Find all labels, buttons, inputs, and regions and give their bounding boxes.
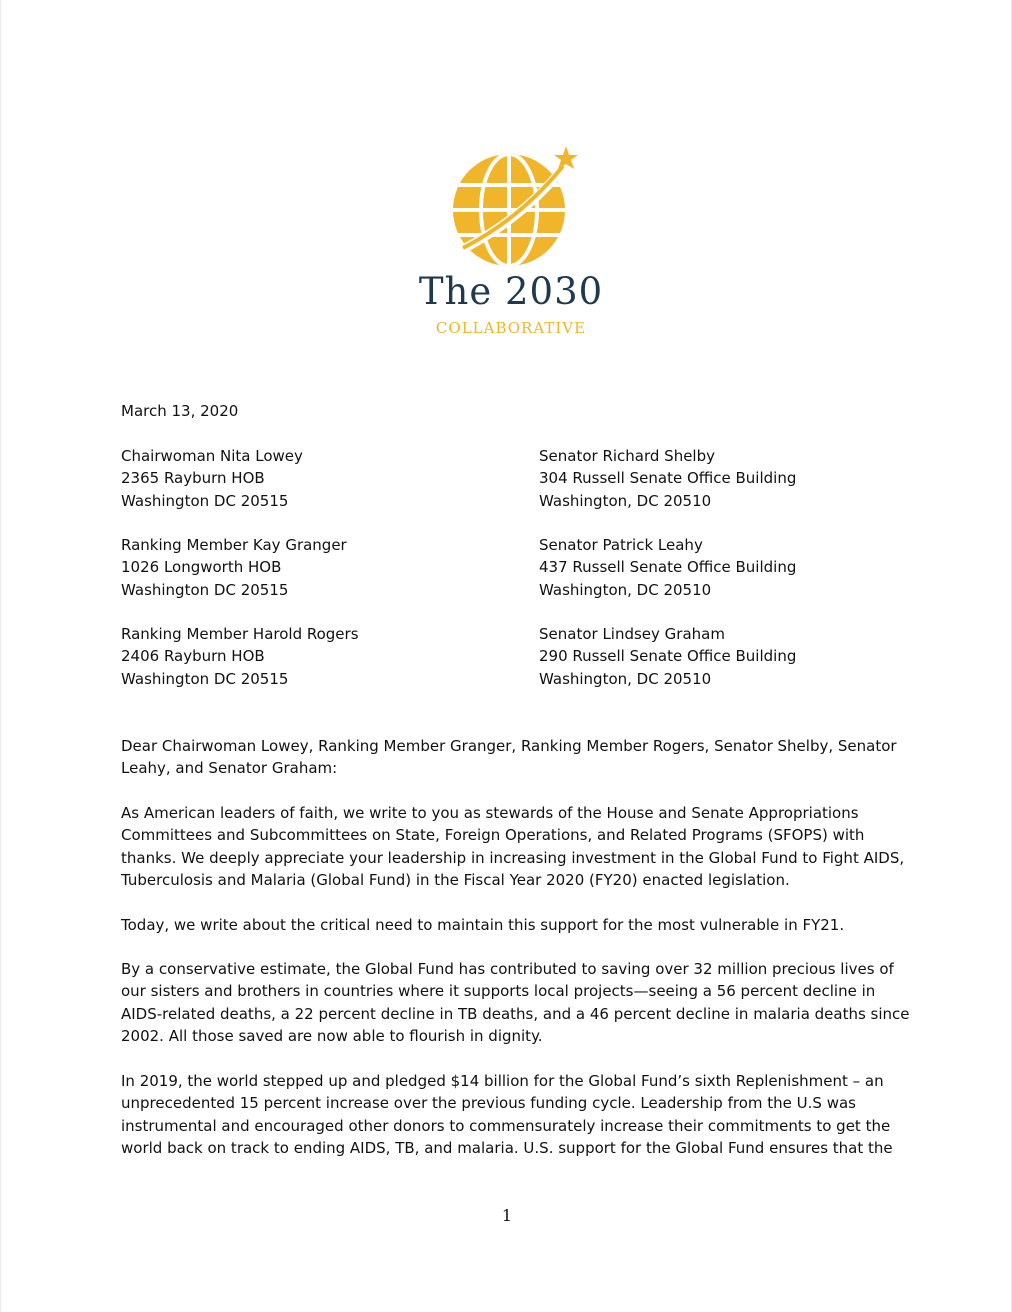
text-line: Tuberculosis and Malaria (Global Fund) in the Fiscal Year 2020 (FY20) enacted legislation. — [121, 870, 790, 889]
recipient-block — [539, 445, 899, 512]
recipient-block — [539, 623, 899, 690]
text-line: 2002. All those saved are now able to flourish in dignity. — [121, 1026, 543, 1045]
recipient-block — [121, 623, 481, 690]
letter-date: March 13, 2020 — [121, 402, 239, 420]
org-name: The 2030 — [418, 270, 604, 313]
page-number: 1 — [501, 1206, 513, 1225]
recipient-name: Senator Richard Shelby — [539, 447, 715, 465]
text-line: By a conservative estimate, the Global Fund has contributed to saving over 32 million precious lives of — [121, 960, 894, 978]
recipient-name: Chairwoman Nita Lowey — [121, 447, 303, 465]
recipient-city: Washington, DC 20510 — [539, 669, 712, 688]
recipient-city: Washington, DC 20510 — [539, 580, 712, 599]
body-paragraph — [121, 914, 896, 936]
recipient-city: Washington DC 20515 — [121, 491, 289, 510]
recipient-address: 1026 Longworth HOB — [121, 558, 282, 577]
text-line: In 2019, the world stepped up and pledged $14 billion for the Global Fund’s sixth Replenishment – an — [121, 1072, 884, 1090]
recipient-city: Washington DC 20515 — [121, 580, 289, 599]
recipient-address: 2406 Rayburn HOB — [121, 647, 265, 666]
recipient-block — [121, 534, 481, 601]
recipient-city: Washington, DC 20510 — [539, 491, 712, 510]
body-paragraph — [121, 1070, 896, 1159]
text-line: instrumental and encouraged other donors to commensurately increase their commitments to get the — [121, 1116, 891, 1135]
salutation — [121, 735, 896, 780]
recipient-name: Ranking Member Harold Rogers — [121, 625, 359, 643]
recipient-block — [539, 534, 899, 601]
globe-with-star-icon — [451, 140, 581, 270]
org-subtitle: COLLABORATIVE — [435, 319, 587, 337]
body-paragraph — [121, 958, 910, 1047]
text-line: Today, we write about the critical need to maintain this support for the most vulnerable in FY21. — [121, 916, 845, 934]
body-paragraph — [121, 802, 905, 891]
text-line: unprecedented 15 percent increase over the previous funding cycle. Leadership from the U.S was — [121, 1094, 856, 1113]
org-logo — [391, 140, 631, 340]
text-line: our sisters and brothers in countries where it supports local projects—seeing a 56 percent decline in — [121, 982, 876, 1001]
text-line: world back on track to ending AIDS, TB, and malaria. U.S. support for the Global Fund ensures that the — [121, 1138, 893, 1157]
recipient-name: Ranking Member Kay Granger — [121, 536, 347, 554]
recipient-name: Senator Lindsey Graham — [539, 625, 725, 643]
recipient-name: Senator Patrick Leahy — [539, 536, 703, 554]
text-line: thanks. We deeply appreciate your leadership in increasing investment in the Global Fund to Fight AIDS, — [121, 848, 905, 867]
recipient-address: 437 Russell Senate Office Building — [539, 558, 797, 577]
text-line: Leahy, and Senator Graham: — [121, 759, 338, 778]
text-line: Committees and Subcommittees on State, Foreign Operations, and Related Programs (SFOPS) with — [121, 826, 865, 845]
text-line: Dear Chairwoman Lowey, Ranking Member Granger, Ranking Member Rogers, Senator Shelby, Senator — [121, 737, 897, 755]
recipient-block — [121, 445, 481, 512]
recipient-city: Washington DC 20515 — [121, 669, 289, 688]
text-line: As American leaders of faith, we write to you as stewards of the House and Senate Appropriations — [121, 804, 859, 822]
recipient-address: 304 Russell Senate Office Building — [539, 469, 797, 488]
text-line: AIDS-related deaths, a 22 percent decline in TB deaths, and a 46 percent decline in malaria deaths since — [121, 1004, 910, 1023]
recipient-address: 290 Russell Senate Office Building — [539, 647, 797, 666]
recipient-address: 2365 Rayburn HOB — [121, 469, 265, 488]
